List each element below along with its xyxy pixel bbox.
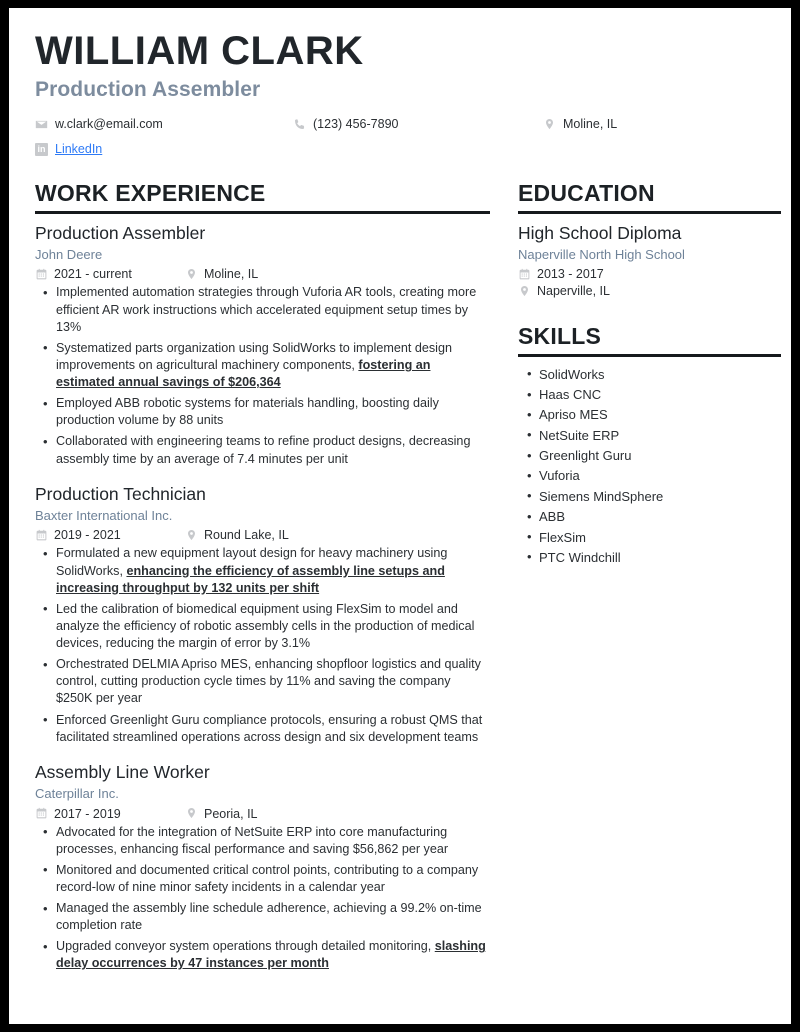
calendar-icon	[35, 807, 48, 820]
section-skills	[518, 324, 781, 567]
contact-linkedin[interactable]	[35, 142, 293, 156]
entry-company: Caterpillar Inc.	[35, 785, 119, 801]
map-pin-icon	[543, 118, 556, 131]
contact-row-secondary	[35, 139, 765, 159]
entry-dates	[518, 267, 781, 281]
section-divider	[518, 211, 781, 214]
map-pin-icon	[185, 807, 198, 820]
contact-row-primary	[35, 114, 765, 134]
resume-header	[35, 30, 765, 159]
work-entry	[35, 223, 490, 468]
calendar-icon	[35, 268, 48, 281]
bullet-item: • Systematized parts organization using SolidWorks to implement design improvements on agricultural machinery components, fostering an estimated annual savings of $206,364	[35, 340, 490, 391]
section-divider	[35, 211, 490, 214]
bullet-item: • Employed ABB robotic systems for materials handling, boosting daily production volume by 88 units	[35, 395, 490, 429]
work-entry	[35, 762, 490, 973]
phone-icon	[293, 118, 306, 131]
contact-location	[543, 117, 763, 131]
education-heading: EDUCATION	[518, 180, 655, 207]
entry-degree: High School Diploma	[518, 222, 682, 243]
section-education	[518, 181, 781, 298]
entry-dates-text: 2013 - 2017	[537, 267, 604, 282]
entry-meta	[518, 267, 781, 298]
entry-dates-text: 2019 - 2021	[54, 528, 121, 543]
map-pin-icon	[185, 268, 198, 281]
bullet-item: • Orchestrated DELMIA Apriso MES, enhancing shopfloor logistics and quality control, cutting production cycle times by 11% and saving the company $250K per year	[35, 656, 490, 707]
entry-dates	[35, 528, 185, 542]
education-entries	[518, 223, 781, 299]
bullet-item: • Implemented automation strategies through Vuforia AR tools, creating more efficient AR work instructions which accelerated equipment setup times by 13%	[35, 284, 490, 335]
skill-item: • Greenlight Guru	[518, 447, 781, 466]
bullet-item: • Collaborated with engineering teams to refine product designs, decreasing assembly time by an average of 7.4 minutes per unit	[35, 433, 490, 467]
entry-job-title: Production Assembler	[35, 222, 206, 243]
entry-meta	[35, 807, 490, 821]
bullet-item: • Led the calibration of biomedical equipment using FlexSim to model and analyze the efficiency of robotic assembly cells in the production of medical devices, reducing the margin of error by 3.1%	[35, 601, 490, 652]
entry-location	[185, 528, 289, 542]
entry-location-text: Peoria, IL	[204, 806, 258, 821]
entry-job-title: Assembly Line Worker	[35, 761, 210, 782]
contact-email-text: w.clark@email.com	[55, 117, 163, 132]
skill-item: • PTC Windchill	[518, 549, 781, 568]
map-pin-icon	[185, 529, 198, 542]
entry-company: John Deere	[35, 246, 103, 262]
bullet-emphasis: enhancing the efficiency of assembly line setups and increasing throughput by 132 units per shift	[56, 563, 445, 595]
entry-bullets	[35, 545, 490, 745]
right-column	[518, 181, 781, 569]
bullet-item: • Advocated for the integration of NetSuite ERP into core manufacturing processes, enhancing fiscal performance and saving $56,862 per year	[35, 824, 490, 858]
skill-item: • Apriso MES	[518, 406, 781, 425]
entry-bullets	[35, 284, 490, 467]
left-column	[35, 181, 490, 976]
entry-location	[185, 267, 258, 281]
entry-meta	[35, 267, 490, 281]
bullet-emphasis: slashing delay occurrences by 47 instances per month	[56, 939, 486, 971]
entry-dates	[35, 267, 185, 281]
entry-school: Naperville North High School	[518, 246, 685, 262]
work-experience-heading: WORK EXPERIENCE	[35, 180, 266, 207]
bullet-item: • Upgraded conveyor system operations through detailed monitoring, slashing delay occurrences by 47 instances per month	[35, 938, 490, 972]
candidate-name: WILLIAM CLARK	[35, 29, 364, 73]
education-entry	[518, 223, 781, 299]
skills-heading: SKILLS	[518, 323, 601, 350]
contact-linkedin-link[interactable]: LinkedIn	[55, 142, 103, 157]
bullet-item: • Enforced Greenlight Guru compliance protocols, ensuring a robust QMS that facilitated streamlined operations across design and six development teams	[35, 712, 490, 746]
map-pin-icon	[518, 285, 531, 298]
candidate-job-title: Production Assembler	[35, 78, 261, 102]
entry-meta	[35, 528, 490, 542]
section-work-experience	[35, 181, 490, 972]
entry-job-title: Production Technician	[35, 483, 206, 504]
contact-phone[interactable]	[293, 117, 543, 131]
skill-item: • ABB	[518, 508, 781, 527]
contact-location-text: Moline, IL	[563, 117, 618, 132]
bullet-item: • Managed the assembly line schedule adherence, achieving a 99.2% on-time completion rate	[35, 900, 490, 934]
contact-info	[35, 114, 765, 159]
linkedin-icon: in	[35, 143, 48, 156]
skill-item: • SolidWorks	[518, 366, 781, 385]
work-entry	[35, 484, 490, 746]
skills-list	[518, 366, 781, 568]
contact-email[interactable]	[35, 117, 293, 131]
bullet-emphasis: fostering an estimated annual savings of $206,364	[56, 357, 431, 390]
entry-location	[518, 284, 781, 298]
calendar-icon	[518, 268, 531, 281]
bullet-item: • Monitored and documented critical control points, contributing to a company record-low of nine minor safety incidents in a calendar year	[35, 862, 490, 896]
entry-company: Baxter International Inc.	[35, 507, 173, 523]
entry-dates	[35, 807, 185, 821]
entry-location-text: Round Lake, IL	[204, 528, 289, 543]
calendar-icon	[35, 529, 48, 542]
skill-item: • FlexSim	[518, 529, 781, 548]
skill-item: • Haas CNC	[518, 386, 781, 405]
envelope-icon	[35, 118, 48, 131]
bullet-item: • Formulated a new equipment layout design for heavy machinery using SolidWorks, enhancing the efficiency of assembly line setups and increasing throughput by 132 units per shift	[35, 545, 490, 596]
contact-phone-text: (123) 456-7890	[313, 117, 399, 132]
entry-dates-text: 2021 - current	[54, 267, 132, 282]
skill-item: • Vuforia	[518, 467, 781, 486]
entry-location-text: Moline, IL	[204, 267, 259, 282]
skill-item: • NetSuite ERP	[518, 427, 781, 446]
entry-location	[185, 807, 258, 821]
resume-body	[35, 181, 765, 976]
entry-location-text: Naperville, IL	[537, 284, 610, 299]
entry-dates-text: 2017 - 2019	[54, 806, 121, 821]
work-experience-entries	[35, 223, 490, 973]
skill-item: • Siemens MindSphere	[518, 488, 781, 507]
section-divider	[518, 354, 781, 357]
resume-page	[9, 8, 791, 1024]
entry-bullets	[35, 824, 490, 973]
